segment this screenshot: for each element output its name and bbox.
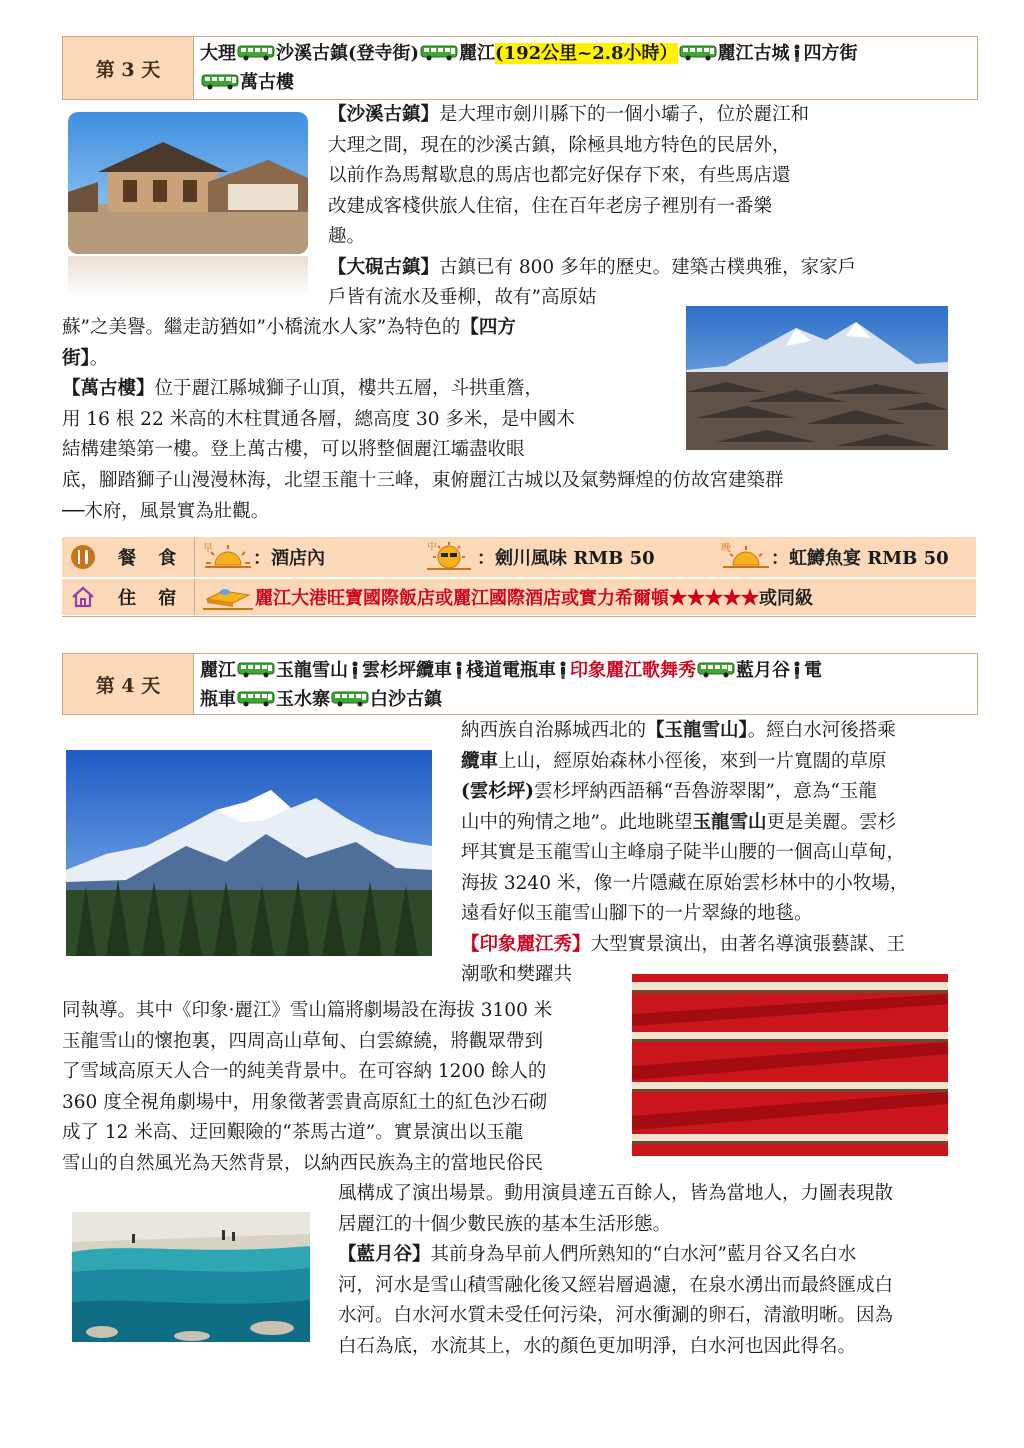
text: 戶皆有流水及垂柳，故有”高原姑 — [328, 287, 597, 308]
text: 。 — [89, 347, 109, 369]
breakfast-value: ：酒店內 — [253, 548, 325, 569]
impression-lijiang-show-photo — [632, 974, 948, 1156]
bus-icon — [237, 691, 275, 707]
day4-label: 第 4 天 — [63, 654, 194, 714]
text: 海拔 3240 米，像一片隱藏在原始雲杉林中的小牧場， — [461, 872, 909, 894]
route-stop: 藍月谷 — [736, 660, 790, 681]
route-stop: 麗江古城 — [717, 43, 790, 64]
wangu-paragraph-cont — [62, 466, 976, 527]
text: 遠看好似玉龍雪山腳下的一片翠綠的地毯。 — [461, 903, 813, 924]
route-stop: 棧道電瓶車 — [466, 660, 556, 681]
bus-icon — [237, 45, 275, 61]
text: 趣。 — [328, 226, 366, 247]
route-stop: 玉龍雪山 — [276, 660, 348, 681]
text: 用 16 根 22 米高的木柱貫通各層，總高度 30 多米，是中國木 — [62, 408, 575, 430]
stay-value: 麗江大港旺寶國際飯店或麗江國際酒店或實力希爾頓★★★★★ — [255, 588, 759, 609]
day4-route — [194, 654, 977, 714]
walker-icon — [559, 661, 567, 679]
text: 玉龍雪山的懷抱裏，四周高山草甸、白雲繚繞，將觀眾帶到 — [62, 1030, 544, 1052]
text: 是大理市劍川縣下的一個小壩子，位於麗江和 — [439, 104, 810, 125]
route-stop: 麗江 — [459, 43, 496, 64]
text: 底，腳踏獅子山漫漫林海，北望玉龍十三峰，東俯麗江古城以及氣勢輝煌的仿故宮建築群 — [62, 470, 784, 491]
sifang-title-2: 街】 — [62, 347, 90, 369]
text: 以前作為馬幫歇息的馬店也都完好保存下來，有些馬店還 — [328, 165, 791, 186]
text: ──木府，風景實為壯觀。 — [62, 500, 270, 522]
text: 上山，經原始森林小徑後，來到一片寬闊的草原 — [498, 750, 887, 772]
yulong-paragraph — [461, 716, 971, 991]
dayan-sifang-paragraph — [62, 313, 682, 466]
route-stop: 四方街 — [803, 43, 858, 64]
yinxiang-paragraph — [62, 996, 622, 1179]
route-stop: 沙溪古鎮(登寺街) — [276, 43, 420, 64]
shaxi-photo — [68, 112, 308, 254]
text: 風構成了演出場景。動用演員達五百餘人，皆為當地人，力圖表現散 — [338, 1183, 894, 1204]
cable-car-term: 纜車 — [461, 750, 499, 772]
text: 水河。白水河水質未受任何污染，河水衝涮的卵石，清澈明晰。因為 — [338, 1305, 894, 1326]
day3-stay-row — [62, 579, 976, 615]
text: 結構建築第一樓。登上萬古樓，可以將整個麗江壩盡收眼 — [62, 439, 525, 460]
home-icon — [70, 585, 96, 609]
text: 坪其實是玉龍雪山主峰扇子陡半山腰的一個高山草甸， — [461, 842, 906, 863]
route-stop: 玉水寨 — [276, 689, 330, 710]
route-stop: 瓶車 — [200, 689, 236, 710]
route-distance: (192公里~2.8小時） — [495, 43, 678, 64]
route-stop: 大理 — [200, 43, 236, 64]
text: 大理之間，現在的沙溪古鎮，除極具地方特色的民居外， — [328, 134, 791, 156]
text: 其前身為早前人們所熟知的“白水河”藍月谷又名白水 — [430, 1244, 857, 1265]
bus-icon — [237, 662, 275, 678]
route-stop: 電 — [804, 660, 822, 681]
shaxi-title: 【沙溪古鎮】 — [328, 104, 440, 125]
text: 同執導。其中《印象·麗江》雪山篇將劇場設在海拔 3100 米 — [62, 1000, 553, 1021]
text: 大型實景演出，由著名導演張藝謀、王 — [590, 933, 906, 955]
walker-icon — [351, 661, 359, 679]
route-stop: 麗江 — [200, 660, 236, 681]
text: 納西族自治縣城西北的 — [461, 720, 647, 741]
walker-icon — [793, 661, 801, 679]
bus-icon — [201, 74, 239, 90]
yunshan-term: (雲杉坪) — [461, 781, 535, 802]
yinxiang-title: 【印象麗江秀】 — [461, 933, 591, 955]
walker-icon — [793, 44, 801, 62]
day3-header — [62, 36, 978, 100]
route-stop: 萬古樓 — [240, 72, 294, 93]
divider — [62, 616, 976, 617]
bus-icon — [331, 691, 369, 707]
text: 白石為底，水流其上，水的顏色更加明淨，白水河也因此得名。 — [338, 1335, 857, 1357]
bus-icon — [679, 45, 717, 61]
day3-meal-row — [62, 537, 976, 577]
text: 居麗江的十個少數民族的基本生活形態。 — [338, 1213, 672, 1235]
text: 位于麗江縣城獅子山頂，樓共五層，斗拱重簷， — [154, 378, 544, 399]
lunch-value: ：劍川風味 RMB 50 — [477, 548, 655, 569]
route-stop: 雲杉坪纜車 — [362, 660, 452, 681]
meal-label: 餐 食 — [118, 548, 185, 569]
dinner-tag: 晚 — [721, 543, 731, 554]
text: 潮歌和樊躍共 — [461, 964, 573, 985]
text: 360 度全視角劇場中，用象徵著雲貴高原紅土的紅色沙石砌 — [62, 1091, 548, 1113]
day3-route — [194, 37, 977, 99]
yulong-snow-mountain-photo — [66, 750, 432, 956]
text: 蘇”之美譽。繼走訪猶如”小橋流水人家”為特色的 — [62, 317, 461, 338]
stay-suffix: 或同級 — [759, 588, 813, 609]
text: 更是美麗。雲杉 — [766, 811, 896, 833]
text: 雪山的自然風光為天然背景，以納西民族為主的當地民俗民 — [62, 1152, 544, 1174]
lanyue-paragraph — [338, 1179, 968, 1362]
text: 成了 12 米高、迂回艱險的“茶馬古道”。實景演出以玉龍 — [62, 1122, 524, 1143]
yulong-title: 【玉龍雪山】 — [646, 720, 748, 741]
wangu-title: 【萬古樓】 — [62, 378, 155, 399]
route-stop-highlight: 印象麗江歌舞秀 — [570, 660, 696, 681]
shaxi-photo-reflection — [68, 256, 308, 296]
breakfast-tag: 早 — [203, 543, 213, 554]
dinner-value: ：虹鱒魚宴 RMB 50 — [771, 548, 949, 569]
bus-icon — [420, 45, 458, 61]
stay-label: 住 宿 — [118, 588, 185, 609]
sifang-title: 【四方 — [460, 317, 516, 338]
lanyue-title: 【藍月谷】 — [338, 1244, 431, 1265]
shaxi-paragraph — [328, 100, 968, 314]
bus-icon — [697, 662, 735, 678]
cutlery-icon — [70, 544, 96, 570]
text: 河，河水是雪山積雪融化後又經岩層過濾，在泉水湧出而最終匯成白 — [338, 1274, 894, 1296]
text: 雲杉坪納西語稱“吾魯游翠閣”，意為“玉龍 — [534, 781, 877, 802]
day4-header — [62, 653, 978, 715]
lunch-tag: 中 — [427, 542, 437, 553]
text: 。經白水河後搭乘 — [747, 720, 896, 741]
text: 改建成客棧供旅人住宿，住在百年老房子裡別有一番樂 — [328, 195, 773, 217]
dayan-title: 【大硯古鎮】 — [328, 256, 440, 278]
route-stop: 白沙古鎮 — [370, 689, 442, 710]
yulong-term: 玉龍雪山 — [692, 811, 767, 833]
text: 了雪域高原天人合一的純美背景中。在可容納 1200 餘人的 — [62, 1061, 547, 1082]
blue-moon-valley-photo — [72, 1212, 310, 1342]
text: 山中的殉情之地”。此地眺望 — [461, 811, 693, 833]
walker-icon — [455, 661, 463, 679]
bed-icon — [201, 583, 255, 611]
day3-label: 第 3 天 — [63, 37, 194, 99]
text: 古鎮已有 800 多年的歷史。建築古樸典雅，家家戶 — [439, 256, 857, 278]
lijiang-oldtown-photo — [686, 306, 948, 450]
